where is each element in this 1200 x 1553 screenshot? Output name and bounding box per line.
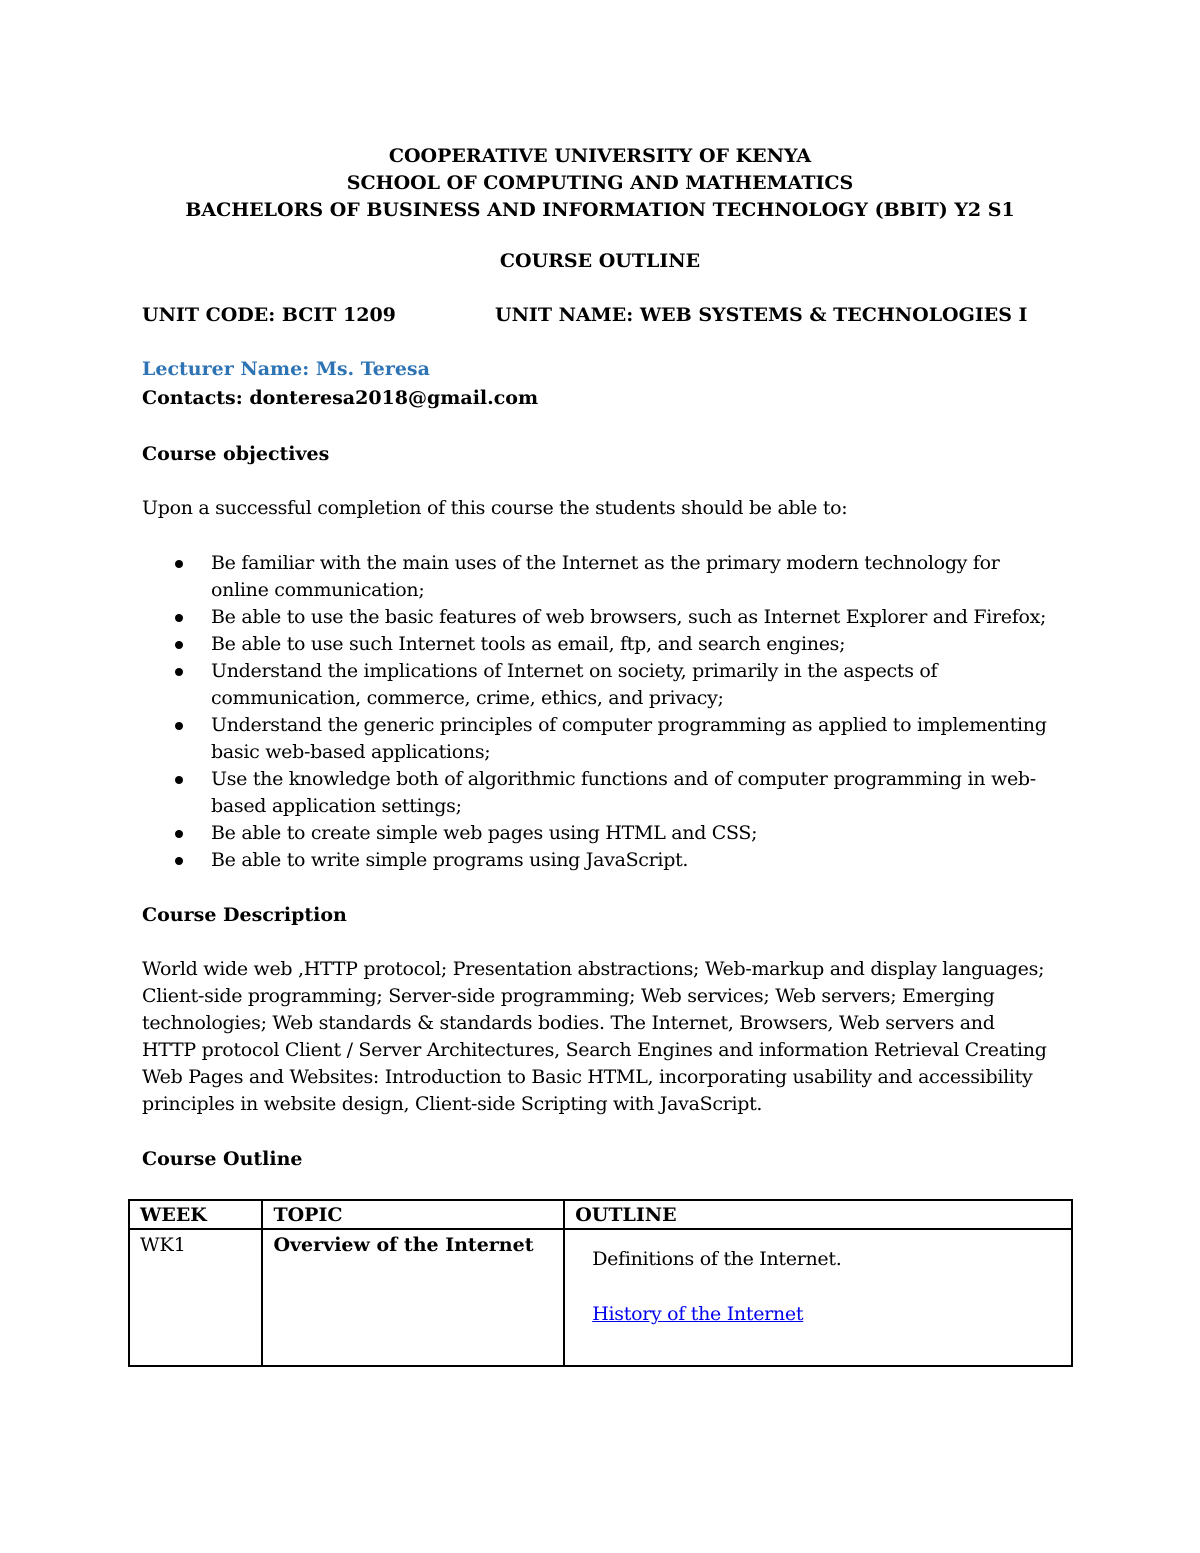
objective-text-line: Understand the implications of Internet on society, primarily in the aspects of — [211, 660, 938, 682]
outline-heading: Course Outline — [142, 1148, 303, 1170]
objective-item — [142, 766, 1062, 820]
university-name: COOPERATIVE UNIVERSITY OF KENYA — [388, 145, 812, 167]
outline-text: Definitions of the Internet. — [592, 1248, 842, 1270]
description-line: technologies; Web standards & standards bodies. The Internet, Browsers, Web servers and — [142, 1012, 995, 1034]
column-header-week: WEEK — [129, 1200, 262, 1229]
bullet-icon — [175, 668, 183, 676]
objective-item — [142, 631, 1062, 658]
objective-text-line: basic web-based applications; — [211, 741, 491, 763]
programme-name: BACHELORS OF BUSINESS AND INFORMATION TECHNOLOGY (BBIT) Y2 S1 — [185, 199, 1015, 221]
lecturer-contacts: Contacts: donteresa2018@gmail.com — [142, 387, 539, 409]
objective-text-line: Understand the generic principles of computer programming as applied to implementing — [211, 714, 1047, 736]
objective-text-line: online communication; — [211, 579, 425, 601]
bullet-icon — [175, 560, 183, 568]
course-outline-table — [128, 1199, 1073, 1367]
lecturer-name: Lecturer Name: Ms. Teresa — [142, 358, 430, 380]
bullet-icon — [175, 722, 183, 730]
objectives-list — [142, 550, 1062, 874]
description-line: principles in website design, Client-side Scripting with JavaScript. — [142, 1093, 763, 1115]
objective-text-line: Be able to use the basic features of web browsers, such as Internet Explorer and Firefox; — [211, 606, 1047, 628]
objective-text-line: Use the knowledge both of algorithmic functions and of computer programming in web- — [211, 768, 1036, 790]
table-header-row — [129, 1200, 1072, 1229]
document-title: COURSE OUTLINE — [499, 250, 701, 272]
unit-code: UNIT CODE: BCIT 1209 — [142, 304, 396, 326]
course-description — [142, 956, 1072, 1118]
week-cell: WK1 — [129, 1229, 262, 1366]
description-line: HTTP protocol Client / Server Architectures, Search Engines and information Retrieval Creating — [142, 1039, 1047, 1061]
objective-text-line: Be familiar with the main uses of the Internet as the primary modern technology for — [211, 552, 1000, 574]
objective-text-line: Be able to create simple web pages using HTML and CSS; — [211, 822, 758, 844]
school-name: SCHOOL OF COMPUTING AND MATHEMATICS — [346, 172, 854, 194]
bullet-icon — [175, 830, 183, 838]
bullet-icon — [175, 614, 183, 622]
history-link[interactable]: History of the Internet — [592, 1303, 804, 1325]
objective-text-line: based application settings; — [211, 795, 462, 817]
bullet-icon — [175, 641, 183, 649]
column-header-outline: OUTLINE — [564, 1200, 1072, 1229]
objective-item — [142, 820, 1062, 847]
objective-text-line: Be able to use such Internet tools as email, ftp, and search engines; — [211, 633, 846, 655]
bullet-icon — [175, 857, 183, 865]
unit-name: UNIT NAME: WEB SYSTEMS & TECHNOLOGIES I — [495, 304, 1028, 326]
objective-text-line: communication, commerce, crime, ethics, and privacy; — [211, 687, 724, 709]
objective-item — [142, 847, 1062, 874]
objective-item — [142, 658, 1062, 712]
topic-title: Overview of the Internet — [273, 1234, 534, 1256]
description-line: World wide web ,HTTP protocol; Presentation abstractions; Web-markup and display languages; — [142, 958, 1045, 980]
document-header — [0, 143, 1200, 224]
column-header-topic: TOPIC — [262, 1200, 564, 1229]
table-row — [129, 1229, 1072, 1366]
objective-item — [142, 712, 1062, 766]
objective-text-line: Be able to write simple programs using JavaScript. — [211, 849, 689, 871]
outline-cell — [564, 1229, 1072, 1366]
topic-cell — [262, 1229, 564, 1366]
objectives-heading: Course objectives — [142, 443, 330, 465]
objectives-intro: Upon a successful completion of this course the students should be able to: — [142, 497, 848, 519]
description-heading: Course Description — [142, 904, 347, 926]
description-line: Client-side programming; Server-side programming; Web services; Web servers; Emerging — [142, 985, 995, 1007]
description-line: Web Pages and Websites: Introduction to Basic HTML, incorporating usability and accessibility — [142, 1066, 1033, 1088]
objective-item — [142, 604, 1062, 631]
bullet-icon — [175, 776, 183, 784]
objective-item — [142, 550, 1062, 604]
